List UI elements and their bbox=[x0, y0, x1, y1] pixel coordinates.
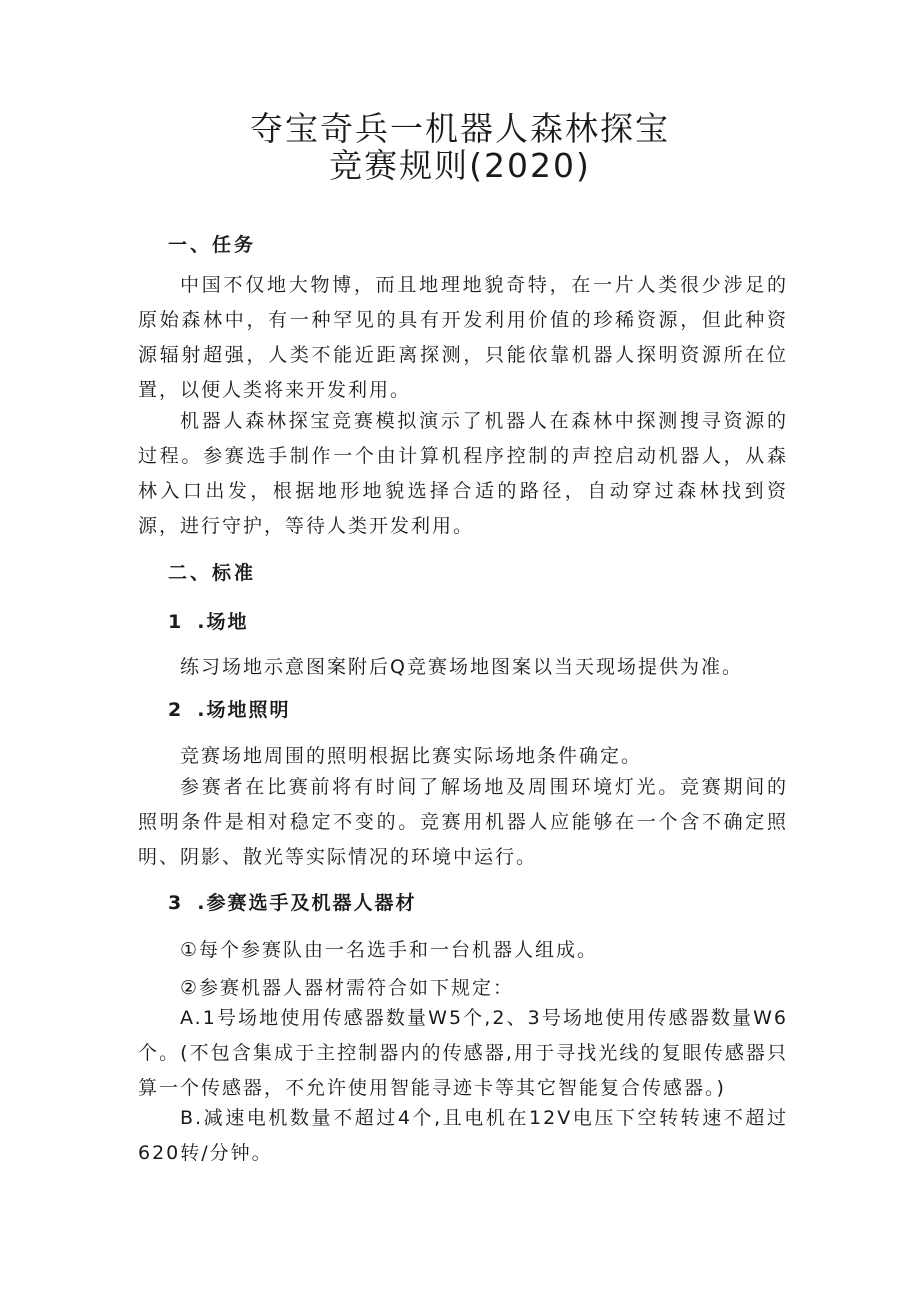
equipment-rule-b: B.减速电机数量不超过4个,且电机在12V电压下空转转速不超过620转/分钟。 bbox=[138, 1107, 788, 1164]
section-heading-standard: 二、标准 bbox=[168, 562, 257, 584]
equipment-rule-2: ②参赛机器人器材需符合如下规定： bbox=[180, 977, 515, 999]
section-heading-task: 一、任务 bbox=[168, 234, 257, 256]
lighting-text-2: 参赛者在比赛前将有时间了解场地及周围环境灯光。竞赛期间的照明条件是相对稳定不变的。竞赛用机器人应能够在一个含不确定照明、阴影、散光等实际情况的环境中运行。 bbox=[138, 776, 788, 868]
document-title-line2: 竞赛规则(2020) bbox=[329, 146, 591, 185]
subheading-equipment bbox=[168, 888, 416, 915]
venue-text: 练习场地示意图案附后Q竞赛场地图案以当天现场提供为准。 bbox=[180, 656, 743, 678]
lighting-text-1: 竞赛场地周围的照明根据比赛实际场地条件确定。 bbox=[180, 745, 643, 767]
subheading-number: 2 bbox=[168, 699, 184, 721]
equipment-rule-1: ①每个参赛队由一名选手和一台机器人组成。 bbox=[180, 939, 599, 961]
subheading-lighting bbox=[168, 695, 290, 722]
task-paragraph-2: 机器人森林探宝竞赛模拟演示了机器人在森林中探测搜寻资源的过程。参赛选手制作一个由计算机程序控制的声控启动机器人，从森林入口出发，根据地形地貌选择合适的路径，自动穿过森林找到资源，进行守护，等待人类开发利用。 bbox=[138, 410, 788, 537]
subheading-text: .场地照明 bbox=[197, 699, 291, 721]
subheading-text: .场地 bbox=[197, 611, 249, 633]
subheading-venue bbox=[168, 607, 248, 634]
task-paragraph-1: 中国不仅地大物博，而且地理地貌奇特，在一片人类很少涉足的原始森林中，有一种罕见的具有开发利用价值的珍稀资源，但此种资源辐射超强，人类不能近距离探测，只能依靠机器人探明资源所在位置，以便人类将来开发利用。 bbox=[138, 274, 788, 401]
subheading-number: 3 bbox=[168, 892, 184, 914]
document-title-line1: 夺宝奇兵一机器人森林探宝 bbox=[250, 109, 670, 148]
subheading-text: .参赛选手及机器人器材 bbox=[197, 892, 417, 914]
subheading-number: 1 bbox=[168, 611, 184, 633]
equipment-rule-a: A.1号场地使用传感器数量W5个,2、3号场地使用传感器数量W6个。(不包含集成于主控制器内的传感器,用于寻找光线的复眼传感器只算一个传感器，不允许使用智能寻迹卡等其它智能复合传感器。) bbox=[138, 1007, 788, 1099]
